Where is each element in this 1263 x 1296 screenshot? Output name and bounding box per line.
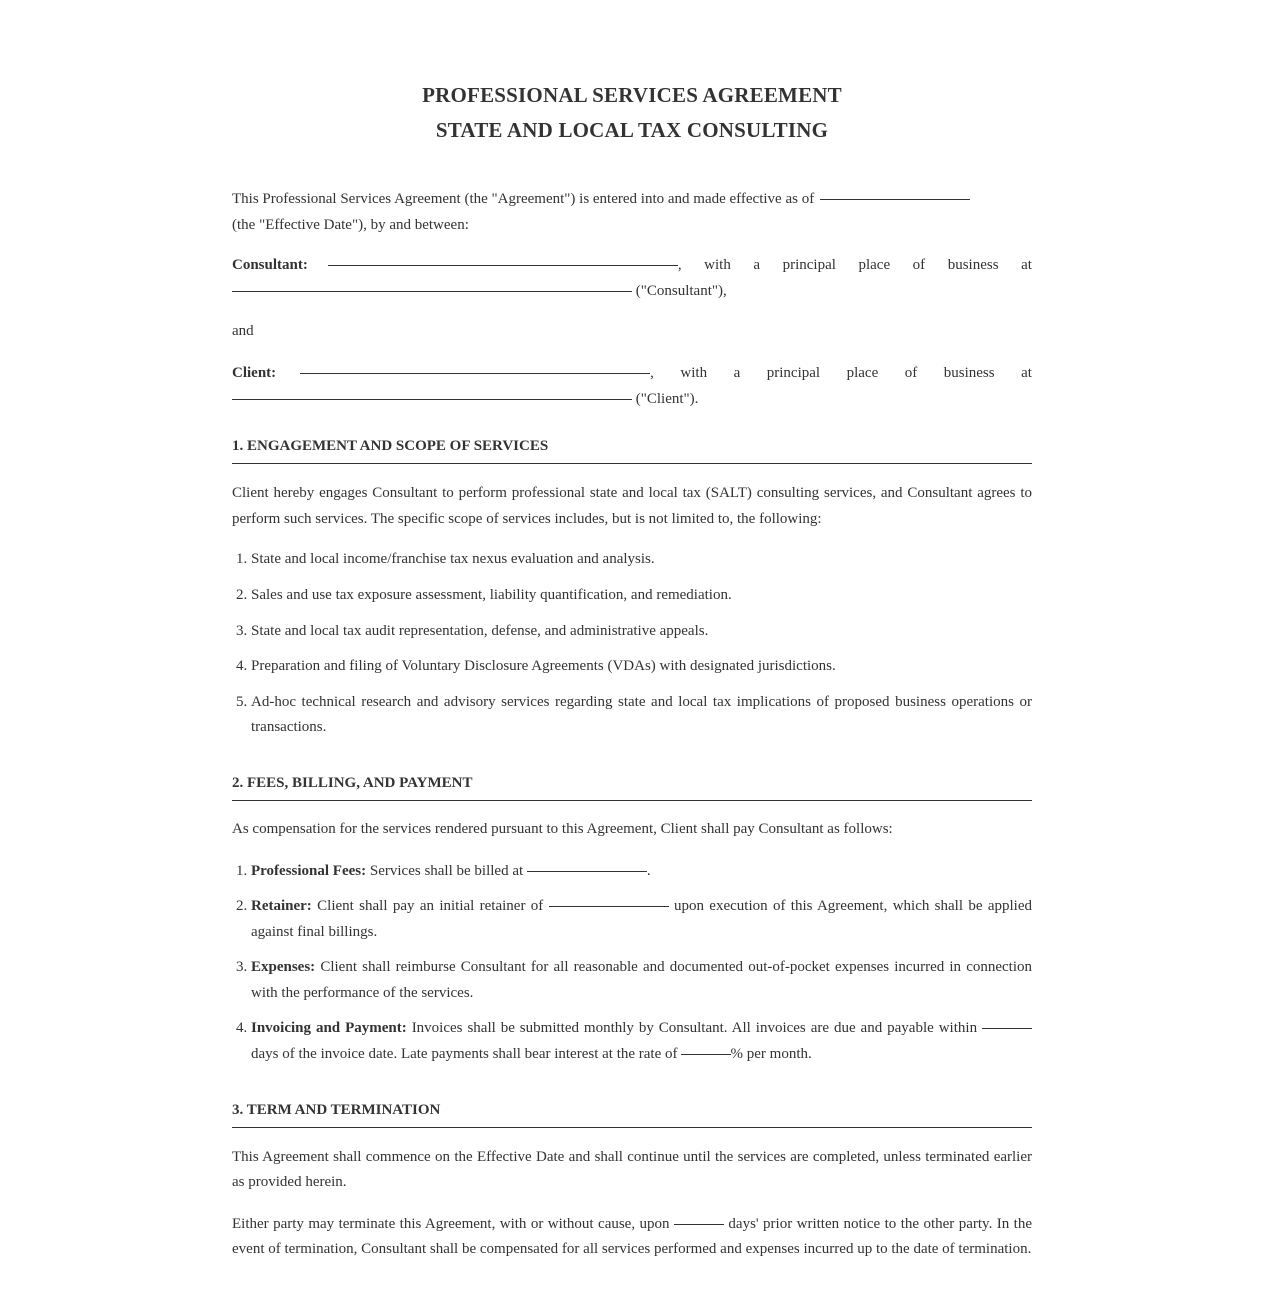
consultant-name-blank[interactable] (328, 264, 678, 266)
client-suffix: ("Client"). (635, 390, 699, 407)
section-heading-term: 3. TERM AND TERMINATION (232, 1100, 1032, 1128)
consultant-name-group (232, 253, 682, 279)
expenses-label: Expenses: (251, 959, 316, 976)
client-word: at (1021, 364, 1032, 381)
list-item (232, 619, 1032, 645)
section1-paragraph: Client hereby engages Consultant to perform professional state and local tax (SALT) consulting services, and Consultant agrees to perform such services. The specific scope of services includes, but is not limited to, the following: (232, 485, 1032, 527)
list-item (232, 547, 1032, 573)
consultant-suffix: ("Consultant"), (635, 282, 727, 299)
consultant-address-line (232, 279, 1032, 305)
client-address-line (232, 387, 1032, 413)
list-text: State and local tax audit representation, defense, and administrative appeals. (251, 622, 709, 639)
list-number: 2. (236, 586, 248, 603)
interest-rate-blank[interactable] (681, 1053, 731, 1055)
expenses-text: Client shall reimburse Consultant for all reasonable and documented out-of-pocket expenses incurred in connection with the performance of the services. (251, 959, 1033, 1001)
client-word: place (846, 364, 879, 381)
agreement-body (232, 78, 1032, 1263)
list-number: 2. (236, 898, 248, 915)
termination-text-a: Either party may terminate this Agreement, with or without cause, upon (232, 1215, 670, 1232)
retainer-text-b: upon execution of this Agreement, which shall be applied against final billings. (251, 898, 1032, 940)
list-item (232, 654, 1032, 680)
list-item (232, 859, 1032, 885)
fee-text-end: . (646, 862, 651, 879)
due-days-blank[interactable] (982, 1027, 1032, 1029)
consultant-line (232, 253, 1032, 279)
invoicing-text-c: % per month. (730, 1046, 812, 1063)
client-comma: , (650, 364, 654, 381)
list-text: Ad-hoc technical research and advisory services regarding state and local tax implications of proposed business operations or transactions. (251, 693, 1032, 736)
retainer-text-a: Client shall pay an initial retainer of (317, 898, 544, 915)
list-number: 4. (236, 658, 248, 675)
retainer-label: Retainer: (251, 898, 312, 915)
list-text: Sales and use tax exposure assessment, liability quantification, and remediation. (251, 586, 732, 603)
list-item (232, 583, 1032, 609)
client-name-blank[interactable] (300, 372, 650, 374)
notice-days-blank[interactable] (674, 1223, 724, 1225)
effective-date-blank[interactable] (820, 198, 970, 200)
fees-list (232, 859, 1032, 1068)
invoicing-text-a: Invoices shall be submitted monthly by Consultant. All invoices are due and payable within (411, 1020, 978, 1037)
section3-paragraph-1: This Agreement shall commence on the Effective Date and shall continue until the services are completed, unless terminated earlier as provided herein. (232, 1148, 1032, 1191)
invoicing-text-b: days of the invoice date. Late payments shall bear interest at the rate of (251, 1046, 678, 1063)
list-number: 5. (236, 693, 248, 710)
consultant-word: principal (782, 257, 836, 274)
client-word: a (733, 364, 741, 381)
list-item (232, 690, 1032, 741)
intro-paragraph (232, 187, 1032, 238)
document-subtitle: STATE AND LOCAL TAX CONSULTING (435, 118, 829, 142)
consultant-word: of (912, 257, 926, 274)
consultant-address-blank[interactable] (232, 290, 632, 292)
client-block (232, 361, 1032, 412)
fee-rate-blank[interactable] (527, 870, 647, 872)
list-item (232, 1016, 1032, 1067)
list-item (232, 955, 1032, 1006)
client-address-blank[interactable] (232, 398, 632, 400)
intro-text-b: (the "Effective Date"), by and between: (232, 216, 469, 233)
list-number: 1. (236, 551, 248, 568)
list-text: Preparation and filing of Voluntary Disclosure Agreements (VDAs) with designated jurisdictions. (251, 658, 836, 675)
section3-paragraph-2 (232, 1212, 1032, 1263)
client-label: Client: (232, 364, 277, 381)
consultant-word: with (704, 257, 731, 274)
list-number: 1. (236, 862, 248, 879)
invoicing-label: Invoicing and Payment: (251, 1020, 407, 1037)
consultant-label: Consultant: (232, 257, 308, 274)
consultant-word: at (1021, 257, 1032, 274)
section-heading-engagement: 1. ENGAGEMENT AND SCOPE OF SERVICES (232, 436, 1032, 464)
consultant-word: business (947, 257, 999, 274)
client-word: with (680, 364, 708, 381)
client-word: principal (766, 364, 821, 381)
consultant-word: place (858, 257, 891, 274)
list-number: 3. (236, 959, 248, 976)
list-item (232, 894, 1032, 945)
consultant-comma: , (677, 257, 682, 274)
fee-text: Services shall be billed at (369, 862, 524, 879)
document-title: PROFESSIONAL SERVICES AGREEMENT (422, 83, 842, 107)
client-word: business (943, 364, 995, 381)
section2-paragraph: As compensation for the services rendered pursuant to this Agreement, Client shall pay Consultant as follows: (232, 820, 893, 837)
list-number: 3. (236, 622, 248, 639)
intro-text-a: This Professional Services Agreement (the "Agreement") is entered into and made effective as of (232, 191, 815, 207)
fee-label: Professional Fees: (251, 862, 367, 879)
section-heading-fees: 2. FEES, BILLING, AND PAYMENT (232, 773, 1032, 801)
list-number: 4. (236, 1020, 248, 1037)
termination-text-b: days' prior written notice to the other party. In the event of termination, Consultant shall be compensated for all services performed and expenses incurred up to the date of termination. (232, 1215, 1032, 1258)
client-word: of (904, 364, 918, 381)
client-name-group (232, 361, 654, 387)
and-text: and (232, 323, 254, 340)
scope-list (232, 547, 1032, 741)
consultant-word: a (753, 257, 761, 274)
list-text: State and local income/franchise tax nexus evaluation and analysis. (251, 551, 655, 568)
consultant-block (232, 253, 1032, 304)
client-line (232, 361, 1032, 387)
retainer-amount-blank[interactable] (549, 905, 669, 907)
